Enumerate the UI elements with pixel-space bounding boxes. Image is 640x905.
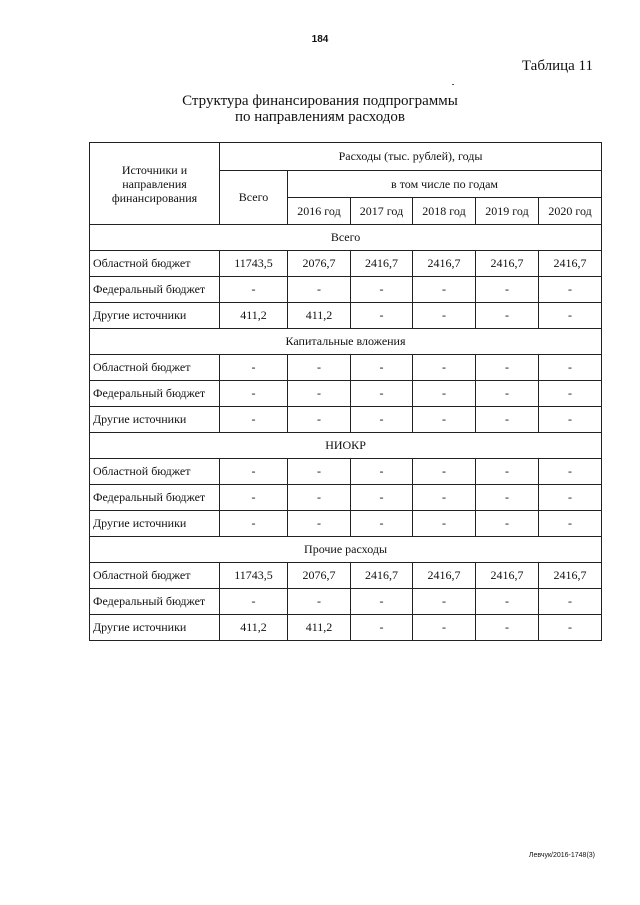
cell-year: -: [288, 277, 351, 303]
row-label: Федеральный бюджет: [90, 589, 220, 615]
cell-year: -: [413, 355, 476, 381]
cell-year: 2416,7: [539, 251, 602, 277]
table-title: [0, 93, 640, 125]
header-expenses: Расходы (тыс. рублей), годы: [220, 143, 602, 171]
header-by-year: в том числе по годам: [288, 171, 602, 198]
cell-year: -: [476, 277, 539, 303]
cell-year: -: [351, 381, 413, 407]
cell-year: 2416,7: [351, 251, 413, 277]
cell-year: -: [476, 303, 539, 329]
row-label: Другие источники: [90, 615, 220, 641]
cell-year: 2076,7: [288, 251, 351, 277]
section-title: НИОКР: [90, 433, 602, 459]
cell-year: -: [351, 459, 413, 485]
cell-year: -: [476, 459, 539, 485]
cell-year: -: [539, 355, 602, 381]
section-row: [90, 225, 602, 251]
cell-total: -: [220, 459, 288, 485]
cell-year: -: [351, 407, 413, 433]
table-row: [90, 615, 602, 641]
cell-year: 2416,7: [413, 251, 476, 277]
cell-year: -: [539, 277, 602, 303]
cell-year: -: [288, 485, 351, 511]
cell-year: -: [413, 615, 476, 641]
cell-year: -: [476, 615, 539, 641]
page-number: 184: [311, 34, 329, 45]
row-label: Федеральный бюджет: [90, 381, 220, 407]
section-row: [90, 433, 602, 459]
row-label: Федеральный бюджет: [90, 485, 220, 511]
cell-year: -: [288, 589, 351, 615]
cell-year: -: [476, 589, 539, 615]
document-footer: Левчук/2016-1748(3): [528, 852, 595, 859]
table-title-line-2: по направлениям расходов: [234, 109, 405, 125]
cell-year: -: [539, 303, 602, 329]
table-label: Таблица 11: [521, 58, 593, 74]
cell-year: -: [476, 355, 539, 381]
header-year-2018: 2018 год: [413, 198, 476, 225]
header-year-2019: 2019 год: [476, 198, 539, 225]
cell-year: 2416,7: [539, 563, 602, 589]
cell-year: -: [476, 485, 539, 511]
cell-year: -: [539, 459, 602, 485]
table-row: [90, 251, 602, 277]
row-label: Другие источники: [90, 511, 220, 537]
row-label: Другие источники: [90, 407, 220, 433]
cell-year: -: [288, 355, 351, 381]
row-label: Областной бюджет: [90, 563, 220, 589]
cell-year: -: [351, 511, 413, 537]
cell-year: -: [476, 511, 539, 537]
cell-year: -: [539, 407, 602, 433]
cell-year: -: [288, 381, 351, 407]
cell-year: 411,2: [288, 615, 351, 641]
cell-year: -: [539, 511, 602, 537]
table-row: [90, 511, 602, 537]
cell-total: -: [220, 589, 288, 615]
row-label: Федеральный бюджет: [90, 277, 220, 303]
cell-year: -: [413, 589, 476, 615]
table-row: [90, 563, 602, 589]
cell-year: -: [413, 303, 476, 329]
header-year-2020: 2020 год: [539, 198, 602, 225]
cell-year: -: [351, 303, 413, 329]
cell-year: 2416,7: [476, 563, 539, 589]
cell-total: -: [220, 277, 288, 303]
cell-total: -: [220, 355, 288, 381]
cell-year: -: [413, 511, 476, 537]
cell-year: -: [413, 381, 476, 407]
header-year-2017: 2017 год: [351, 198, 413, 225]
cell-year: -: [413, 277, 476, 303]
table-title-line-1: Структура финансирования подпрограммы: [182, 93, 458, 109]
cell-year: -: [539, 589, 602, 615]
cell-total: 11743,5: [220, 563, 288, 589]
cell-year: -: [476, 381, 539, 407]
cell-total: -: [220, 407, 288, 433]
cell-year: -: [539, 615, 602, 641]
header-sources: Источники и направления финансирования: [90, 143, 220, 225]
table-row: [90, 589, 602, 615]
cell-total: 411,2: [220, 615, 288, 641]
row-label: Областной бюджет: [90, 459, 220, 485]
cell-year: -: [351, 615, 413, 641]
cell-total: -: [220, 511, 288, 537]
cell-year: -: [351, 589, 413, 615]
cell-year: -: [351, 485, 413, 511]
cell-year: -: [539, 381, 602, 407]
table-row: [90, 355, 602, 381]
cell-total: 411,2: [220, 303, 288, 329]
cell-year: -: [288, 407, 351, 433]
table-row: [90, 485, 602, 511]
cell-total: -: [220, 381, 288, 407]
financing-table: [89, 142, 602, 641]
cell-year: -: [351, 355, 413, 381]
cell-year: -: [539, 485, 602, 511]
row-label: Областной бюджет: [90, 251, 220, 277]
header-total: Всего: [220, 171, 288, 225]
cell-year: 2076,7: [288, 563, 351, 589]
cell-year: -: [476, 407, 539, 433]
header-year-2016: 2016 год: [288, 198, 351, 225]
cell-year: -: [413, 407, 476, 433]
cell-year: 411,2: [288, 303, 351, 329]
cell-year: -: [351, 277, 413, 303]
table-body: [90, 143, 602, 641]
scan-speck: [452, 84, 454, 85]
section-row: [90, 537, 602, 563]
cell-year: -: [413, 485, 476, 511]
header-row-1: [90, 143, 602, 171]
row-label: Другие источники: [90, 303, 220, 329]
cell-year: 2416,7: [476, 251, 539, 277]
cell-year: 2416,7: [413, 563, 476, 589]
table-row: [90, 459, 602, 485]
table-row: [90, 407, 602, 433]
row-label: Областной бюджет: [90, 355, 220, 381]
section-row: [90, 329, 602, 355]
table-row: [90, 381, 602, 407]
cell-year: -: [288, 459, 351, 485]
cell-year: 2416,7: [351, 563, 413, 589]
section-title: Капитальные вложения: [90, 329, 602, 355]
section-title: Всего: [90, 225, 602, 251]
cell-year: -: [288, 511, 351, 537]
cell-total: -: [220, 485, 288, 511]
table-row: [90, 303, 602, 329]
table-row: [90, 277, 602, 303]
section-title: Прочие расходы: [90, 537, 602, 563]
cell-total: 11743,5: [220, 251, 288, 277]
cell-year: -: [413, 459, 476, 485]
